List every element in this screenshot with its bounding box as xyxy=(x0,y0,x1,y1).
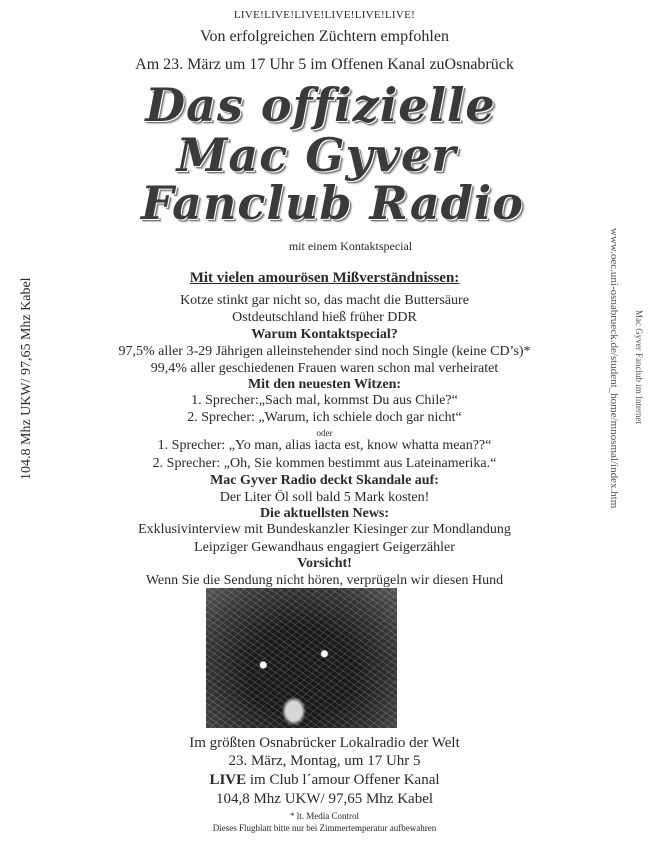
title-line-3: Fanclub Radio xyxy=(141,176,524,230)
storage-note: Dieses Flugblatt bitte nur bei Zimmertemperatur aufbewahren xyxy=(212,823,437,833)
text-line: Der Liter Öl soll bald 5 Mark kosten! xyxy=(219,490,430,505)
title-line-1: Das offizielle xyxy=(145,78,496,132)
footer-line-2: 23. März, Montag, um 17 Uhr 5 xyxy=(228,753,421,769)
text-line: Wenn Sie die Sendung nicht hören, verprügeln wir diesen Hund xyxy=(145,573,504,588)
text-line: 99,4% aller geschiedenen Frauen waren schon mal verheiratet xyxy=(150,361,499,376)
text-line: 1. Sprecher:„Sach mal, kommst Du aus Chile?“ xyxy=(191,393,458,408)
heading-misunderstandings: Mit vielen amourösen Mißverständnissen: xyxy=(189,270,460,286)
text-line: 2. Sprecher: „Warum, ich schiele doch gar nicht“ xyxy=(187,410,462,425)
live-label: LIVE xyxy=(209,772,247,788)
club-label: im Club l´amour Offener Kanal xyxy=(246,772,440,788)
heading-scandals: Mac Gyver Radio deckt Skandale auf: xyxy=(210,473,439,488)
heading-news: Die aktuellsten News: xyxy=(259,506,390,521)
dog-photo xyxy=(206,588,397,728)
text-line: Exklusivinterview mit Bundeskanzler Kiesinger zur Mondlandung xyxy=(138,522,511,537)
website-url: www.oec.uni-osnabrueck.de/student_home/mnosmal/index.htm xyxy=(608,228,620,509)
title-subtitle: mit einem Kontaktspecial xyxy=(288,239,413,253)
footnote: * lt. Media Control xyxy=(290,811,359,821)
date-line: Am 23. März um 17 Uhr 5 im Offenen Kanal zuOsnabrück xyxy=(135,56,514,73)
footer-line-4: 104,8 Mhz UKW/ 97,65 Mhz Kabel xyxy=(215,791,434,807)
text-line: 97,5% aller 3-29 Jährigen alleinstehender sind noch Single (keine CD’s)* xyxy=(118,344,531,359)
heading-jokes: Mit den neuesten Witzen: xyxy=(247,377,402,392)
live-banner: LIVE!LIVE!LIVE!LIVE!LIVE!LIVE! xyxy=(233,9,416,21)
footer-line-1: Im größten Osnabrücker Lokalradio der Welt xyxy=(189,735,460,751)
heading-warning: Vorsicht! xyxy=(297,556,352,571)
recommendation-line: Von erfolgreichen Züchtern empfohlen xyxy=(200,28,449,45)
footer-line-3 xyxy=(0,772,649,789)
text-line: 1. Sprecher: „Yo man, alias iacta est, know whatta mean??“ xyxy=(157,438,492,453)
internet-caption: Mac Gyver Fanclub im Internet xyxy=(634,310,644,424)
title-line-2: Mac Gyver xyxy=(176,128,457,182)
text-line: Ostdeutschland hieß früher DDR xyxy=(232,310,417,325)
frequency-vertical: 104.8 Mhz UKW/ 97,65 Mhz Kabel xyxy=(19,277,34,480)
oder-label: oder xyxy=(316,428,333,438)
text-line: Kotze stinkt gar nicht so, das macht die Buttersäure xyxy=(180,293,469,308)
heading-kontaktspecial: Warum Kontaktspecial? xyxy=(251,327,398,342)
text-line: Leipziger Gewandhaus engagiert Geigerzähler xyxy=(194,540,455,555)
text-line: 2. Sprecher: „Oh, Sie kommen bestimmt aus Lateinamerika.“ xyxy=(152,456,497,471)
